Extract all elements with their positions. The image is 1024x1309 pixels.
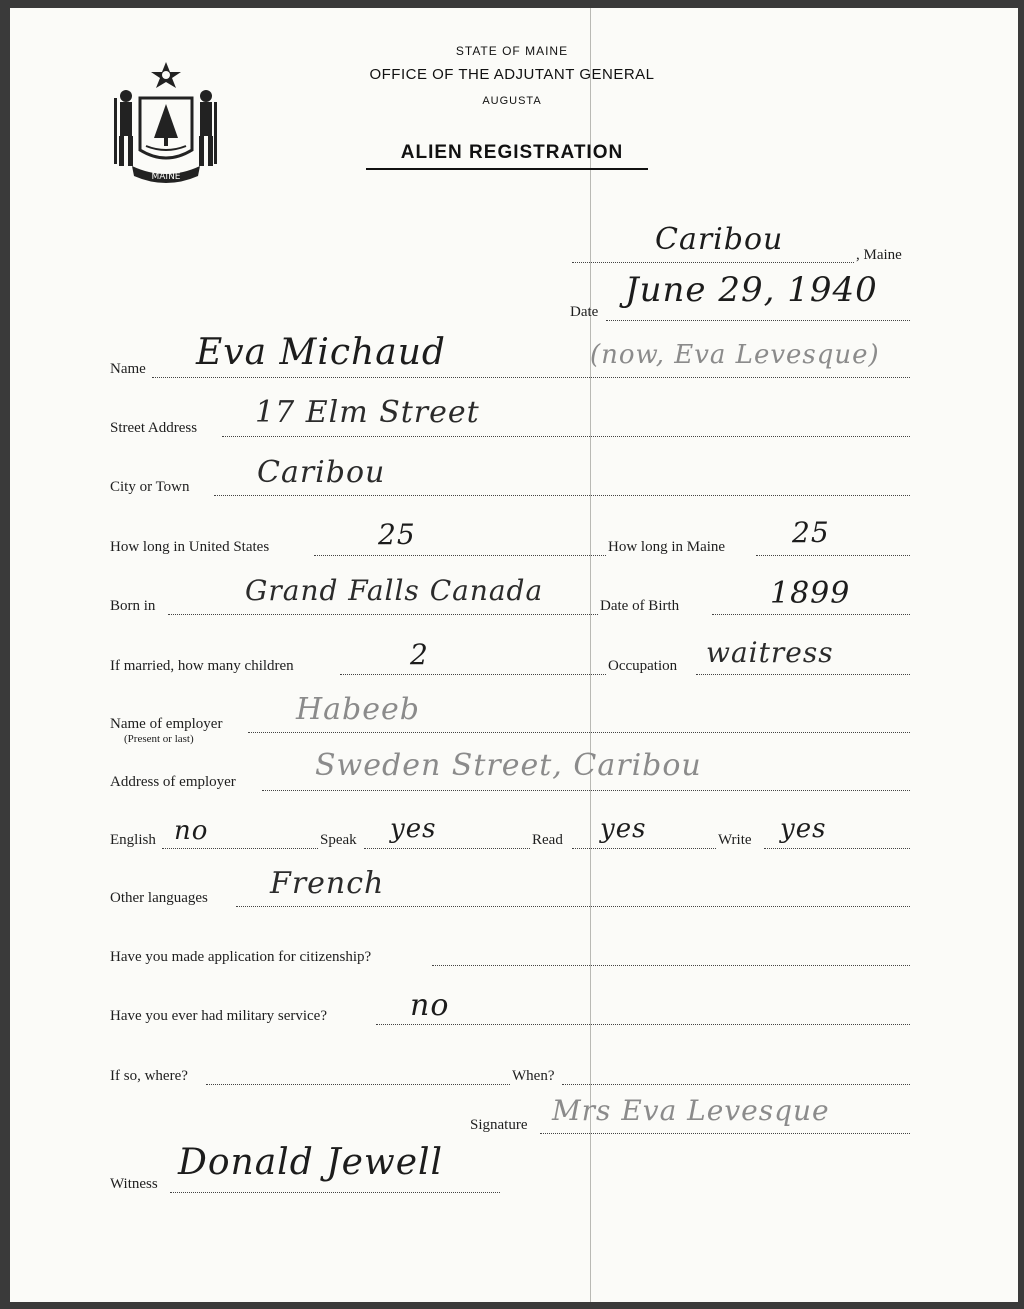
date-of-birth-label: Date of Birth [600, 598, 680, 614]
when-label: When? [512, 1068, 555, 1084]
street-value: 17 Elm Street [255, 395, 480, 430]
svg-text:MAINE: MAINE [151, 172, 181, 182]
read-value: yes [600, 814, 647, 844]
english-value: no [174, 816, 209, 846]
name-note-value: (now, Eva Levesque) [590, 340, 880, 370]
military-line [376, 1024, 910, 1025]
city-label: City or Town [110, 479, 190, 495]
signature-label: Signature [470, 1117, 528, 1133]
how-long-maine-label: How long in Maine [608, 539, 726, 555]
military-value: no [410, 988, 450, 1023]
header-office: OFFICE OF THE ADJUTANT GENERAL [369, 66, 655, 83]
read-line [572, 848, 716, 849]
occupation-value: waitress [706, 636, 834, 669]
read-label: Read [532, 832, 563, 848]
military-label: Have you ever had military service? [110, 1008, 327, 1024]
name-label: Name [110, 361, 146, 377]
citizenship-line [432, 965, 910, 966]
other-languages-line [236, 906, 910, 907]
registration-form-sheet [10, 8, 1018, 1302]
street-line [222, 436, 910, 437]
employer-value: Habeeb [296, 692, 420, 727]
how-long-us-value: 25 [378, 518, 416, 551]
write-value: yes [780, 814, 827, 844]
children-line [340, 674, 606, 675]
how-long-maine-value: 25 [792, 516, 830, 549]
city-line [214, 495, 910, 496]
children-value: 2 [410, 638, 429, 671]
header-city: AUGUSTA [482, 95, 542, 107]
employer-label: Name of employer [110, 716, 223, 732]
witness-value: Donald Jewell [178, 1142, 444, 1183]
employer-address-label: Address of employer [110, 774, 236, 790]
speak-label: Speak [320, 832, 357, 848]
town-value: Caribou [655, 222, 784, 257]
born-in-line [168, 614, 598, 615]
citizenship-label: Have you made application for citizenship? [110, 949, 372, 965]
signature-value: Mrs Eva Levesque [552, 1094, 830, 1127]
witness-line [170, 1192, 500, 1193]
maine-state-seal-icon [110, 58, 222, 188]
when-line [562, 1084, 910, 1085]
name-line [152, 377, 910, 378]
signature-line [540, 1133, 910, 1134]
street-label: Street Address [110, 420, 198, 436]
title-underline [366, 168, 648, 170]
employer-address-line [262, 790, 910, 791]
children-label: If married, how many children [110, 658, 294, 674]
town-line [572, 262, 854, 263]
where-line [206, 1084, 510, 1085]
witness-label: Witness [110, 1176, 158, 1192]
write-line [764, 848, 910, 849]
employer-line [248, 732, 910, 733]
speak-line [364, 848, 530, 849]
where-label: If so, where? [110, 1068, 188, 1084]
other-languages-value: French [270, 866, 385, 901]
other-languages-label: Other languages [110, 890, 208, 906]
header-state: STATE OF MAINE [455, 44, 569, 58]
form-title: ALIEN REGISTRATION [400, 142, 624, 163]
date-line [606, 320, 910, 321]
employer-address-value: Sweden Street, Caribou [315, 748, 702, 783]
occupation-line [696, 674, 910, 675]
english-line [162, 848, 318, 849]
write-label: Write [718, 832, 752, 848]
occupation-label: Occupation [608, 658, 678, 674]
date-of-birth-value: 1899 [770, 576, 851, 611]
employer-note: (Present or last) [124, 733, 194, 745]
how-long-us-label: How long in United States [110, 539, 270, 555]
speak-value: yes [390, 814, 437, 844]
date-value: June 29, 1940 [625, 270, 878, 310]
english-label: English [110, 832, 156, 848]
how-long-us-line [314, 555, 606, 556]
name-value: Eva Michaud [196, 332, 446, 373]
born-in-label: Born in [110, 598, 156, 614]
date-label: Date [570, 304, 599, 320]
how-long-maine-line [756, 555, 910, 556]
maine-suffix: , Maine [856, 247, 902, 263]
date-of-birth-line [712, 614, 910, 615]
born-in-value: Grand Falls Canada [245, 574, 544, 607]
city-value: Caribou [257, 455, 386, 490]
